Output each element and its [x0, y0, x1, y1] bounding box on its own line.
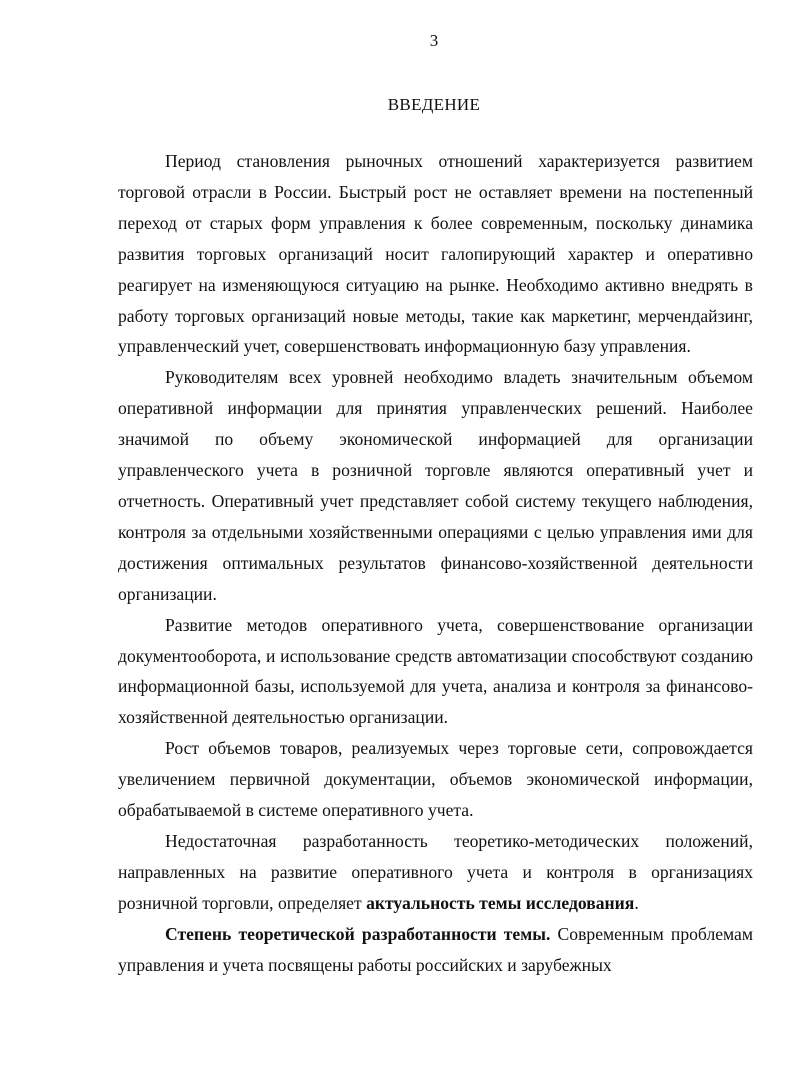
- page-number: 3: [429, 31, 439, 50]
- paragraph-5-end: .: [634, 892, 639, 913]
- topic-relevance-phrase: актуальность темы исследования: [366, 892, 635, 913]
- paragraph-5: [118, 826, 753, 919]
- paragraph-4: Рост объемов товаров, реализуемых через торговые сети, сопровождается увеличением первичной документации, объемов экономической информации, обрабатываемой в системе оперативного учета.: [118, 738, 753, 821]
- paragraph-3: Развитие методов оперативного учета, совершенствование организации документооборота, и использование средств автоматизации способствуют созданию информационной базы, используемой для учета, анализа и контроля за финансово-хозяйственной деятельностью организации.: [118, 614, 753, 728]
- section-heading: ВВЕДЕНИЕ: [387, 95, 481, 114]
- body-text: [118, 146, 753, 980]
- paragraph-2: Руководителям всех уровней необходимо владеть значительным объемом оперативной информации для принятия управленческих решений. Наиболее значимой по объему экономической информацией для организации управленческого учета в розничной торговле являются оперативный учет и отчетность. Оперативный учет представляет собой систему текущего наблюдения, контроля за отдельными хозяйственными операциями с целью управления ими для достижения оптимальных результатов финансово-хозяйственной деятельности организации.: [118, 367, 753, 604]
- paragraph-6: [118, 919, 753, 981]
- paragraph-1: Период становления рыночных отношений характеризуется развитием торговой отрасли в России. Быстрый рост не оставляет времени на постепенный переход от старых форм управления к более современным, поскольку динамика развития торговых организаций носит галопирующий характер и оперативно реагирует на изменяющуюся ситуацию на рынке. Необходимо активно внедрять в работу торговых организаций новые методы, такие как маркетинг, мерчендайзинг, управленческий учет, совершенствовать информационную базу управления.: [118, 151, 753, 357]
- paragraph-6-text: Современным проблемам управления и учета посвящены работы российских и зарубежных: [118, 923, 753, 975]
- paragraph-5-text: Недостаточная разработанность теоретико-методических положений, направленных на развитие оперативного учета и контроля в организациях розничной торговли, определяет: [118, 830, 753, 913]
- degree-of-development-heading: Степень теоретической разработанности темы.: [165, 923, 551, 944]
